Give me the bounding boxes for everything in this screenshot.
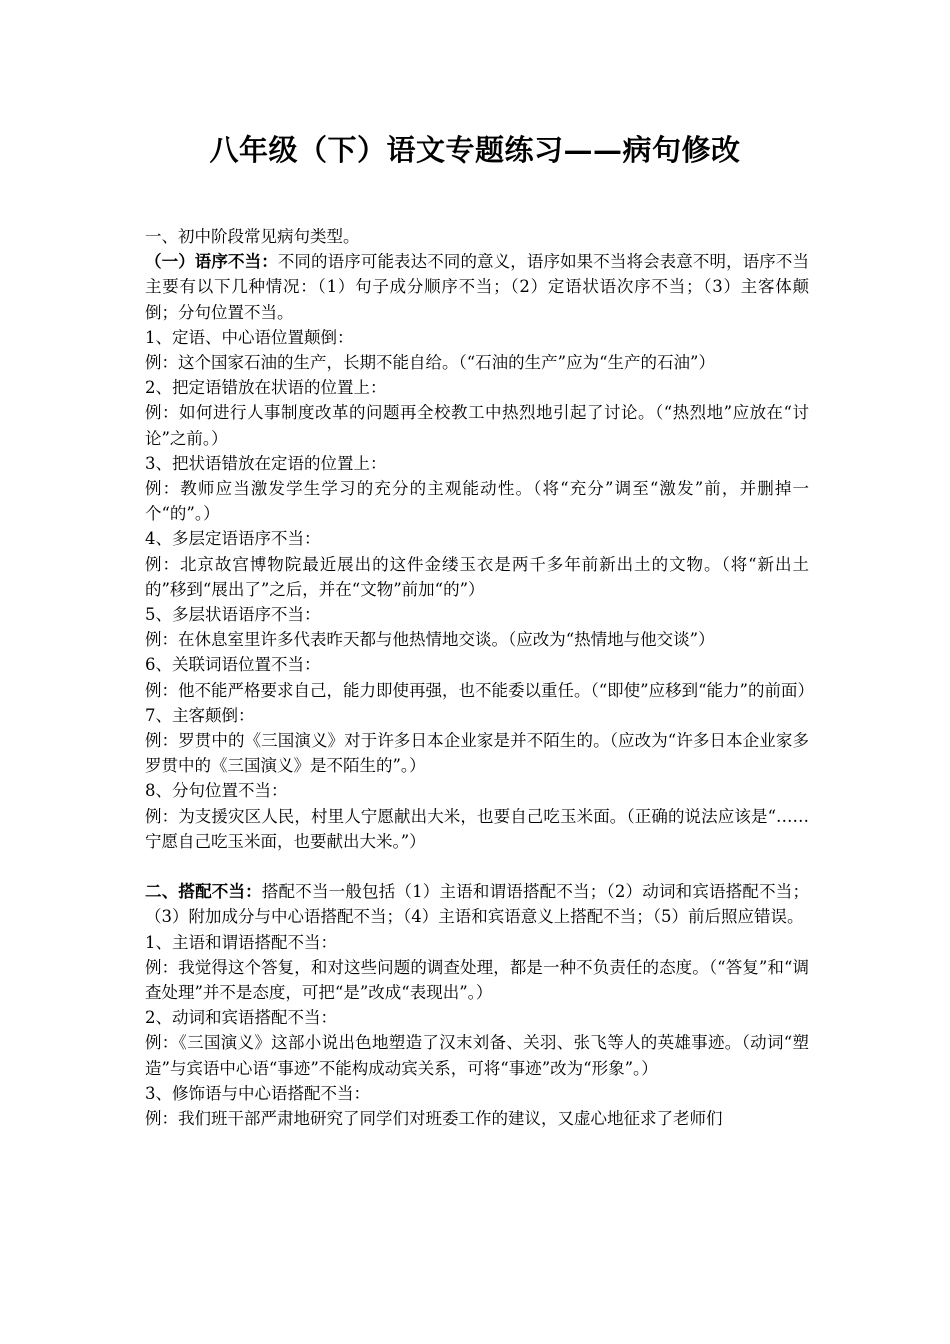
body-paragraph xyxy=(145,778,809,803)
paragraph-text: 例：教师应当激发学生学习的充分的主观能动性。（将“充分”调至“激发”前，并删掉一个“的”。） xyxy=(145,479,809,524)
body-paragraph xyxy=(145,476,809,526)
body-paragraph xyxy=(145,728,809,778)
body-paragraph xyxy=(145,1081,809,1106)
body-paragraph xyxy=(145,552,809,602)
paragraph-text: 例：我们班干部严肃地研究了同学们对班委工作的建议，又虚心地征求了老师们 xyxy=(145,1109,723,1129)
paragraph-text: 搭配不当一般包括（1）主语和谓语搭配不当；（2）动词和宾语搭配不当；（3）附加成分与中心语搭配不当；（4）主语和宾语意义上搭配不当；（5）前后照应错误。 xyxy=(145,882,809,927)
body-paragraph xyxy=(145,1005,809,1030)
document-body xyxy=(145,224,814,1131)
paragraph-text: 例：为支援灾区人民，村里人宁愿献出大米，也要自己吃玉米面。（正确的说法应该是“……宁愿自己吃玉米面，也要献出大米。”） xyxy=(145,806,809,851)
paragraph-text: 例：这个国家石油的生产，长期不能自给。（“石油的生产”应为“生产的石油”） xyxy=(145,353,715,373)
body-paragraph xyxy=(145,930,809,955)
paragraph-text: 例：如何进行人事制度改革的问题再全校教工中热烈地引起了讨论。（“热烈地”应放在“讨论”之前。） xyxy=(145,403,809,448)
paragraph-text: 不同的语序可能表达不同的意义，语序如果不当将会表意不明，语序不当主要有以下几种情况：（1）句子成分顺序不当；（2）定语状语次序不当；（3）主客体颠倒；分句位置不当。 xyxy=(145,252,810,322)
body-paragraph xyxy=(145,526,809,551)
paragraph-text: 1、主语和谓语搭配不当： xyxy=(145,932,337,952)
paragraph-text: 3、把状语错放在定语的位置上： xyxy=(145,453,387,473)
paragraph-text: 例：在休息室里许多代表昨天都与他热情地交谈。（应改为“热情地与他交谈”） xyxy=(145,630,715,650)
body-paragraph xyxy=(145,879,809,929)
paragraph-text: 6、关联词语位置不当： xyxy=(145,655,321,675)
paragraph-text: 例：《三国演义》这部小说出色地塑造了汉末刘备、关羽、张飞等人的英雄事迹。（动词“塑造”与宾语中心语“事迹”不能构成动宾关系，可将“事迹”改为“形象”。） xyxy=(145,1033,809,1078)
document-title: 八年级（下）语文专题练习——病句修改 xyxy=(209,133,741,167)
section-heading: （一）语序不当： xyxy=(145,252,278,272)
body-paragraph xyxy=(145,678,814,703)
body-paragraph xyxy=(145,451,809,476)
body-paragraph xyxy=(145,249,809,325)
body-paragraph xyxy=(145,602,809,627)
paragraph-text: 2、动词和宾语搭配不当： xyxy=(145,1008,337,1028)
paragraph-text: 4、多层定语语序不当： xyxy=(145,529,321,549)
paragraph-text: 1、定语、中心语位置颠倒： xyxy=(145,327,354,347)
paragraph-text: 7、主客颠倒： xyxy=(145,705,255,725)
paragraph-text: 5、多层状语语序不当： xyxy=(145,605,321,625)
paragraph-text: 3、修饰语与中心语搭配不当： xyxy=(145,1083,370,1103)
paragraph-text: 2、把定语错放在状语的位置上： xyxy=(145,378,387,398)
paragraph-text: 例：罗贯中的《三国演义》对于许多日本企业家是并不陌生的。（应改为“许多日本企业家多罗贯中的《三国演义》是不陌生的”。） xyxy=(145,731,809,776)
body-paragraph xyxy=(145,350,809,375)
paragraph-text: 例：北京故宫博物院最近展出的这件金缕玉衣是两千多年前新出土的文物。（将“新出土的”移到“展出了”之后，并在“文物”前加“的”） xyxy=(145,554,809,599)
body-paragraph xyxy=(145,1106,809,1131)
body-paragraph xyxy=(145,400,809,450)
body-paragraph xyxy=(145,652,809,677)
body-paragraph xyxy=(145,224,809,249)
paragraph-text: 例：他不能严格要求自己，能力即使再强，也不能委以重任。（“即使”应移到“能力”的前面） xyxy=(145,680,814,700)
body-paragraph xyxy=(145,375,809,400)
section-heading: 二、搭配不当： xyxy=(145,882,262,902)
paragraph-text: 一、初中阶段常见病句类型。 xyxy=(145,227,360,246)
body-paragraph xyxy=(145,955,809,1005)
body-paragraph xyxy=(145,804,809,854)
body-paragraph xyxy=(145,325,809,350)
paragraph-text: 8、分句位置不当： xyxy=(145,781,288,801)
blank-line xyxy=(145,854,809,879)
body-paragraph xyxy=(145,627,809,652)
body-paragraph xyxy=(145,1030,809,1080)
body-paragraph xyxy=(145,703,809,728)
paragraph-text: 例：我觉得这个答复，和对这些问题的调查处理，都是一种不负责任的态度。（“答复”和“调查处理”并不是态度，可把“是”改成“表现出”。） xyxy=(145,957,809,1003)
